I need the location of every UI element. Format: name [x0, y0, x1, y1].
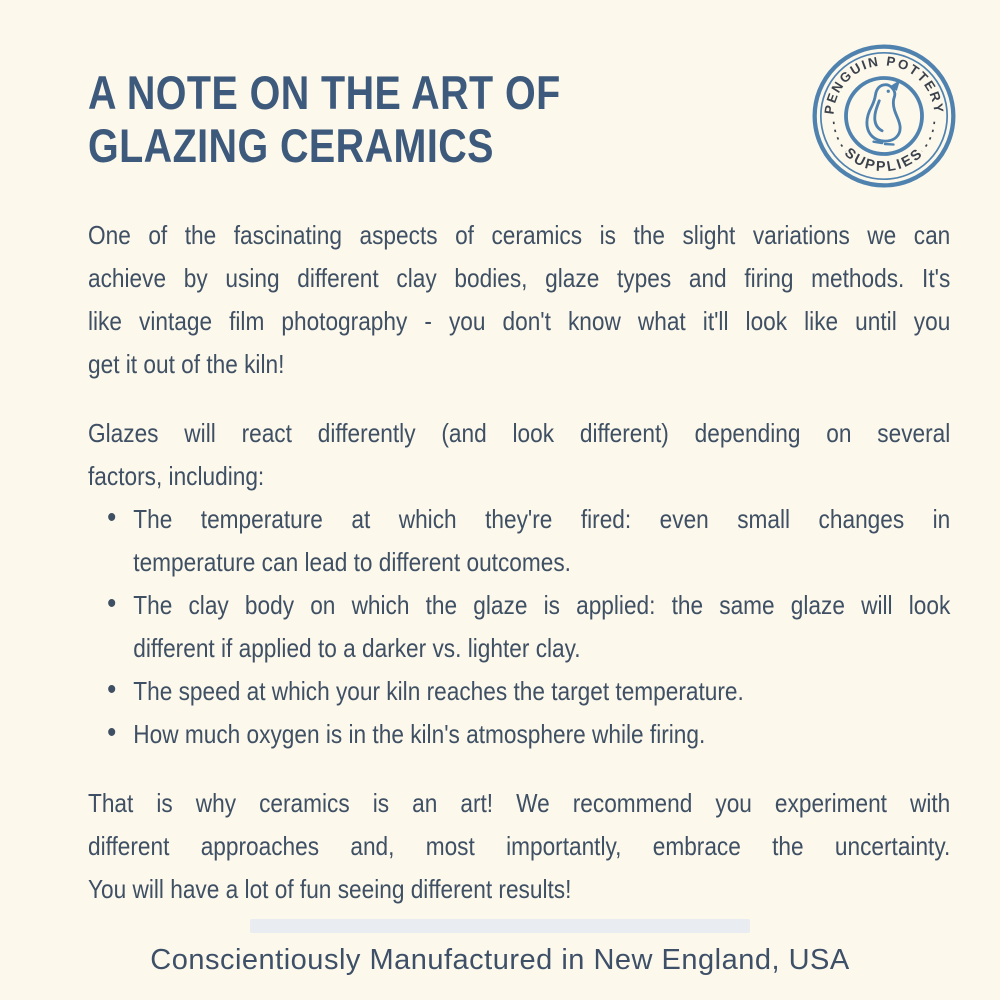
logo-bottom-label: SUPPLIES [841, 144, 927, 176]
text-line: different approaches and, most importantly, embrace the uncertainty. [88, 831, 951, 861]
page-title [88, 66, 760, 172]
text-line: factors, including: [88, 461, 265, 491]
text-line: achieve by using different clay bodies, glaze types and firing methods. It's [88, 263, 951, 293]
badge-inner-ring [846, 78, 922, 154]
list-item-oxygen [88, 713, 950, 756]
list-item-clay-body [88, 584, 950, 670]
text-line: • The clay body on which the glaze is applied: the same glaze will look [133, 590, 951, 620]
penguin-eye [887, 90, 890, 93]
text-line: You will have a lot of fun seeing different results! [88, 874, 572, 904]
text-line: like vintage film photography - you don't know what it'll look like until you [88, 306, 951, 336]
brand-logo [808, 40, 960, 192]
divider-bar [250, 919, 750, 933]
penguin-wing [875, 101, 882, 131]
text-line: That is why ceramics is an art! We recommend you experiment with [88, 788, 951, 818]
paragraph-conclusion [88, 782, 950, 911]
penguin-pottery-badge-icon [808, 40, 960, 192]
text-line: One of the fascinating aspects of ceramics is the slight variations we can [88, 220, 951, 250]
text-line: get it out of the kiln! [88, 349, 285, 379]
badge-right-dashes [922, 122, 934, 151]
text-line: GLAZING CERAMICS [88, 119, 494, 172]
body-copy [88, 214, 950, 911]
text-line: • The speed at which your kiln reaches the target temperature. [133, 676, 744, 706]
badge-left-dashes [834, 122, 846, 151]
text-line: temperature can lead to different outcomes. [133, 547, 571, 577]
text-line: different if applied to a darker vs. lighter clay. [133, 633, 581, 663]
list-item-kiln-speed [88, 670, 950, 713]
paragraph-intro [88, 214, 950, 386]
factors-list [88, 498, 950, 756]
logo-top-label: PENGUIN POTTERY [821, 53, 947, 116]
penguin-icon [867, 80, 900, 145]
text-line: Glazes will react differently (and look different) depending on several [88, 418, 951, 448]
paragraph-factors-intro [88, 412, 950, 498]
text-line: A NOTE ON THE ART OF [88, 66, 561, 119]
text-line: • The temperature at which they're fired: even small changes in [133, 504, 951, 534]
list-item-temperature [88, 498, 950, 584]
text-line: • How much oxygen is in the kiln's atmosphere while firing. [133, 719, 706, 749]
footer-text: Conscientiously Manufactured in New England, USA [150, 944, 850, 976]
